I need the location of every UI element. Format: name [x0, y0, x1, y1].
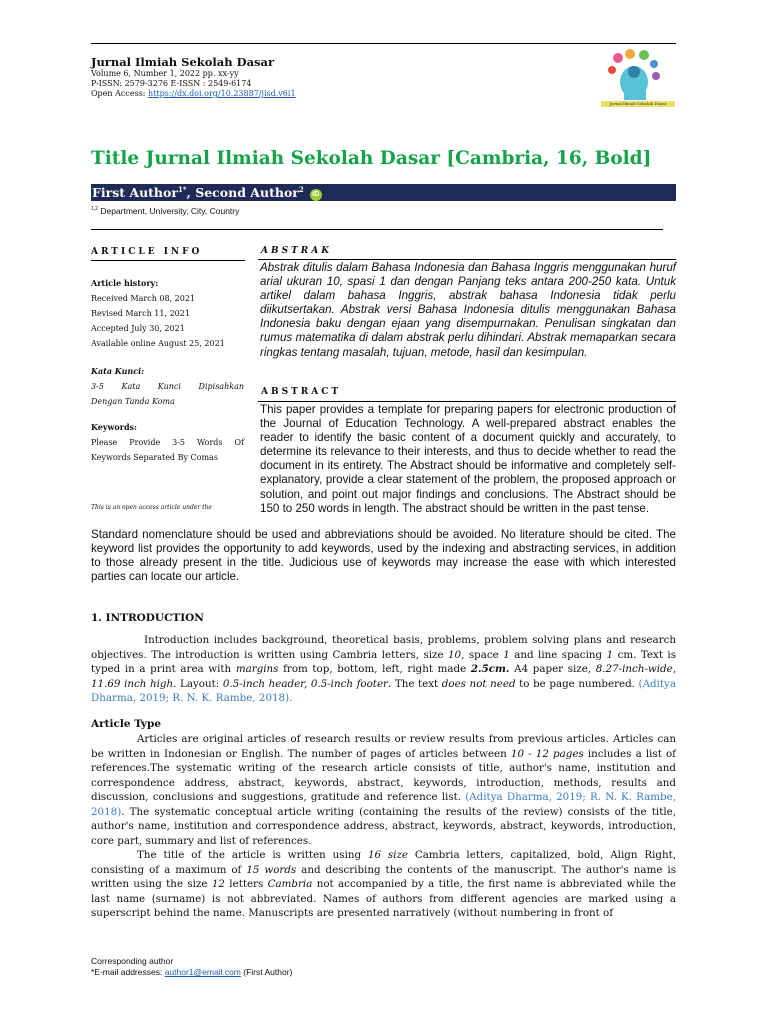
- email-suffix: (First Author): [240, 967, 293, 977]
- kata-kunci-block: [91, 364, 244, 409]
- second-author: Second Author: [195, 185, 299, 200]
- abstrak-text: Abstrak ditulis dalam Bahasa Indonesia dan Bahasa Inggris menggunakan huruf arial ukuran 10, spasi 1 dan dengan Panjang teks antara 200-250 kata. Untuk artikel dalam bahasa Inggris, abstrak bahasa Indonesia tidak perlu diikutsertakan. Abstrak versi Bahasa Indonesia ditulis menggunakan Bahasa Indonesia baku dengan ejaan yang disempurnakan. Penulisan singkatan dan rumus matematika di dalam abstrak perlu dihindari. Abstrak memaparkan secara ringkas tentang masalah, tujuan, metode, hasil dan kesimpulan.: [260, 261, 676, 359]
- kata-kunci-line1: 3-5 Kata Kunci Dipisahkan: [91, 382, 244, 391]
- logo-caption: Jurnal Ilmiah Sekolah Dasar: [601, 101, 675, 107]
- kata-kunci-line2: Dengan Tanda Koma: [91, 397, 175, 406]
- open-access-note: This is an open access article under the: [91, 504, 212, 511]
- keywords-line1: Please Provide 3-5 Words Of: [91, 438, 244, 447]
- author-email-link[interactable]: author1@email.com: [164, 967, 241, 977]
- abstract-text: This paper provides a template for preparing papers for electronic production of the Journal of Education Technology. A well-prepared abstract enables the reader to identify the basic content of a document quickly and accurately, to determine its relevance to their interests, and thus to decide whether to read the document in its entirety. The Abstract should be informative and completely self-explanatory, provide a clear statement of the problem, the proposed approach or solution, and point out major findings and conclusions. The Abstract should be 150 to 250 words in length. The abstract should be written in the past tense.: [260, 403, 676, 515]
- accepted-date: Accepted July 30, 2021: [91, 324, 185, 333]
- abstract-heading: ABSTRACT: [261, 387, 342, 397]
- affiliation: [91, 206, 239, 216]
- affiliation-sup: 1,2: [91, 206, 98, 213]
- abstract-rule: [258, 401, 676, 402]
- citation-link[interactable]: (Aditya Dharma, 2019; R. N. K. Rambe, 2018): [91, 791, 676, 818]
- article-history: [91, 276, 251, 351]
- journal-name: Jurnal Ilmiah Sekolah Dasar: [91, 55, 275, 69]
- second-author-sup: 2: [298, 184, 304, 194]
- journal-logo-graphic: [598, 48, 678, 100]
- author-bar: First Author$^{1*}$, Second Author$^2$iD: [91, 184, 676, 201]
- article-type-heading: Article Type: [91, 718, 162, 730]
- history-heading: Article history:: [91, 278, 159, 288]
- received-date: Received March 08, 2021: [91, 294, 196, 303]
- citation-link[interactable]: (Aditya Dharma, 2019; R. N. K. Rambe, 2018): [91, 677, 676, 704]
- keywords-block: [91, 420, 244, 465]
- article-info-heading: ARTICLE INFO: [91, 247, 203, 257]
- first-author-sup: 1*: [177, 184, 187, 194]
- introduction-paragraph: Introduction includes background, theoretical basis, problems, problem solving plans and research objectives. The introduction is written using Cambria letters, size 10, space 1 and line spacing 1 cm. Text is typed in a print area with margins from top, bottom, left, right made 2.5cm. A4 paper size, 8.27-inch-wide, 11.69 inch high. Layout: 0.5-inch header, 0.5-inch footer. The text does not need to be page numbered. (Aditya Dharma, 2019; R. N. K. Rambe, 2018).: [91, 634, 676, 704]
- abstract-continuation: Standard nomenclature should be used and abbreviations should be avoided. No literature should be cited. The keyword list provides the opportunity to add keywords, used by the indexing and abstracting services, in addition to those already present in the title. Judicious use of keywords may increase the ease with which interested parties can locate our article.: [91, 528, 676, 584]
- issn-info: P-ISSN: 2579-3276 E-ISSN : 2549-6174: [91, 79, 252, 88]
- affiliation-rule: [91, 229, 663, 230]
- keywords-heading: Keywords:: [91, 422, 138, 432]
- corresponding-author-note: [91, 956, 292, 978]
- title-format-paragraph: The title of the article is written using 16 size Cambria letters, capitalized, bold, Align Right, consisting of a maximum of 15 words and describing the contents of the manuscript. The author's name is written using the size 12 letters Cambria not accompanied by a title, the first name is abbreviated while the last name (surname) is not abbreviated. Names of authors from different agencies are marked using a superscript behind the name. Manuscripts are presented narratively (without numbering in front of: [91, 849, 676, 919]
- first-author: First Author: [92, 185, 178, 200]
- orcid-icon[interactable]: iD: [310, 189, 322, 201]
- email-label: *E-mail addresses:: [91, 967, 165, 977]
- revised-date: Revised March 11, 2021: [91, 309, 190, 318]
- doi-link[interactable]: https://dx.doi.org/10.23887/jisd.v6i1: [148, 89, 296, 98]
- available-date: Available online August 25, 2021: [91, 339, 225, 348]
- journal-logo: [598, 48, 678, 110]
- corresponding-label: Corresponding author: [91, 956, 174, 966]
- kata-kunci-heading: Kata Kunci:: [91, 366, 145, 376]
- keywords-line2: Keywords Separated By Comas: [91, 453, 218, 462]
- open-access-label: Open Access:: [91, 89, 146, 98]
- article-info-rule: [91, 260, 245, 261]
- paper-title: Title Jurnal Ilmiah Sekolah Dasar [Cambria, 16, Bold]: [91, 148, 652, 169]
- volume-info: Volume 6, Number 1, 2022 pp. xx-yy: [91, 69, 239, 78]
- open-access-line: [91, 89, 296, 99]
- abstrak-heading: ABSTRAK: [261, 246, 333, 256]
- header-rule: [91, 43, 676, 44]
- article-type-paragraph: Articles are original articles of research results or review results from previous articles. Articles can be written in Indonesian or English. The number of pages of articles between 10 - 12 pages includes a list of references.The systematic writing of the research article consists of title, author's name, institution and correspondence address, abstract, keywords, abstract, keywords, introduction, methods, results and discussion, conclusions and suggestions, gratitude and reference list. (Aditya Dharma, 2019; R. N. K. Rambe, 2018). The systematic conceptual article writing (containing the results of the review) consists of the title, author's name, institution and correspondence address, abstract, keywords, abstract, keywords, introduction, core part, summary and list of references.: [91, 733, 676, 847]
- abstrak-rule: [258, 259, 676, 260]
- affiliation-text: Department, University, City, Country: [100, 206, 240, 216]
- introduction-heading: 1. INTRODUCTION: [91, 612, 204, 624]
